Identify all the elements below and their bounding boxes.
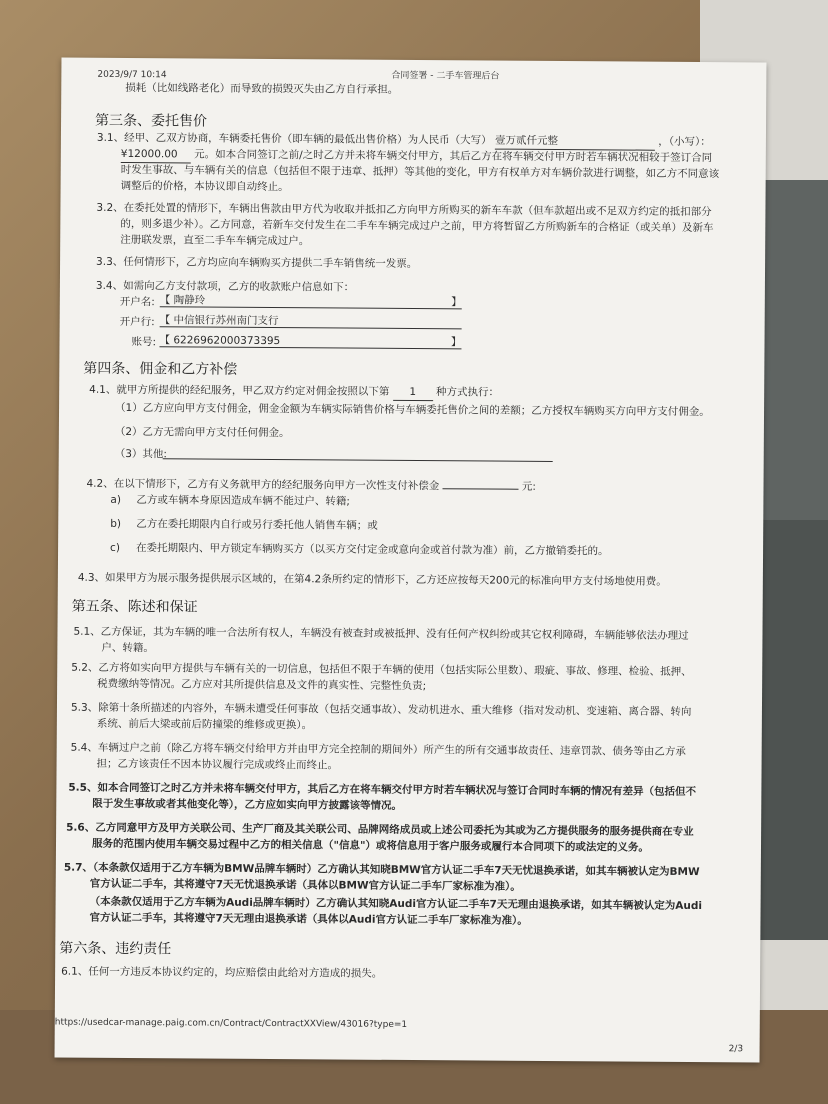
bracket-close: 】 bbox=[451, 296, 462, 309]
footer-url: https://usedcar-manage.paig.com.cn/Contract/ContractXXView/43016?type=1 bbox=[54, 1017, 408, 1030]
price-words: 壹万贰仟元整 bbox=[495, 133, 655, 151]
clause-3-1-text: 3.1、经甲、乙双方协商，车辆委托售价（即车辆的最低出售价格）为人民币（大写） bbox=[96, 131, 492, 147]
account-number-value: 【 6226962000373395 bbox=[159, 334, 281, 348]
section3-title: 第三条、委托售价 bbox=[95, 112, 208, 130]
clause-5-4-line1: 5.4、车辆过户之前（除乙方将车辆交付给甲方并由甲方完全控制的期间外）所产生的所有交通事故责任、违章罚款、债务等由乙方承 bbox=[70, 741, 686, 758]
wall-panel-lower bbox=[760, 520, 828, 940]
item-c-label: c) bbox=[110, 541, 120, 554]
account-number-label: 账号: bbox=[131, 336, 157, 349]
clause-4-1-suffix: 种方式执行： bbox=[436, 386, 500, 399]
clause-3-2-line1: 3.2、在委托处置的情形下，车辆出售款由甲方代为收取并抵扣乙方向甲方所购买的新车车款（但车款超出或不足双方约定的抵扣部分 bbox=[96, 201, 712, 219]
clause-5-3-line2: 系统、前后大梁或前后防撞梁的维修或更换）。 bbox=[96, 717, 313, 732]
clause-6-1: 6.1、任何一方违反本协议约定的，均应赔偿由此给对方造成的损失。 bbox=[61, 965, 383, 980]
clause-4-3: 4.3、如果甲方为展示服务提供展示区域的，在第4.2条所约定的情形下，乙方还应按每天200元的标准向甲方支付场地使用费。 bbox=[77, 571, 667, 588]
clause-4-1 bbox=[89, 382, 499, 402]
clause-5-4-line2: 担；乙方该责任不因本协议履行完成或终止而终止。 bbox=[96, 757, 339, 772]
commission-choice: 1 bbox=[393, 384, 433, 401]
account-holder-label: 开户名: bbox=[119, 295, 155, 309]
clause-3-2-line3: 注册联发票，直至二手车车辆完成过户。 bbox=[120, 233, 310, 248]
clause-3-1-line4: 调整后的价格，本协议即自动终止。 bbox=[120, 179, 289, 194]
compensation-blank bbox=[443, 488, 519, 490]
clause-5-5-line2: 限于发生事故或者其他变化等），乙方应如实向甲方披露该等情况。 bbox=[92, 797, 403, 812]
account-holder-field bbox=[160, 292, 462, 309]
print-title: 合同签署 - 二手车管理后台 bbox=[391, 70, 500, 82]
clause-5-3-line1: 5.3、除第十条所描述的内容外，车辆未遭受任何事故（包括交通事故）、发动机进水、重大维修（指对发动机、变速箱、离合器、转向 bbox=[70, 701, 692, 718]
bracket-close: 】 bbox=[450, 336, 462, 349]
clause-3-1-line3: 时发生事故、与车辆有关的信息（包括但不限于违章、抵押）等其他的变化，甲方有权单方对车辆价款进行调整，如乙方不同意该 bbox=[120, 163, 720, 181]
clause-4-2-text: 4.2、在以下情形下，乙方有义务就甲方的经纪服务向甲方一次性支付补偿金 bbox=[86, 477, 440, 493]
clause-4-2-suffix: 元: bbox=[521, 480, 536, 493]
print-date: 2023/9/7 10:14 bbox=[97, 69, 167, 81]
clause-5-2-line2: 税费缴纳等情况。乙方应对其所提供信息及文件的真实性、完整性负责; bbox=[97, 677, 427, 693]
option-1: （1）乙方应向甲方支付佣金，佣金金额为车辆实际销售价格与车辆委托售价之间的差额；乙方授权车辆购买方向甲方支付佣金。 bbox=[115, 401, 710, 419]
account-bank-field bbox=[160, 312, 462, 329]
item-a-label: a) bbox=[110, 493, 121, 506]
item-a: 乙方或车辆本身原因造成车辆不能过户、转籍; bbox=[136, 494, 350, 508]
clause-5-6-line1: 5.6、乙方同意甲方及甲方关联公司、生产厂商及其关联公司、品牌网络成员或上述公司委托为其或为乙方提供服务的服务提供商在专业 bbox=[66, 821, 694, 838]
option-3-blank bbox=[163, 444, 553, 462]
account-bank-value: 【 中信银行苏州南门支行 bbox=[159, 314, 279, 328]
clause-5-7-line4: 官方认证二手车，其将遵守7天无理由退换承诺（具体以Audi官方认证二手车厂家标准为准）。 bbox=[89, 911, 528, 927]
intro-line: 损耗（比如线路老化）而导致的损毁灭失由乙方自行承担。 bbox=[125, 81, 399, 96]
clause-5-5-line1: 5.5、如本合同签订之时乙方并未将车辆交付甲方，其后乙方在将车辆交付甲方时若车辆状况与签订合同时车辆的情况有差异（包括但不 bbox=[68, 781, 697, 798]
clause-4-1-text: 4.1、就甲方所提供的经纪服务，甲乙双方约定对佣金按照以下第 bbox=[89, 383, 390, 398]
clause-5-7-line2: 官方认证二手车，其将遵守7天无忧退换承诺（具体以BMW官方认证二手车厂家标准为准）。 bbox=[89, 877, 521, 893]
clause-5-2-line1: 5.2、乙方将如实向甲方提供与车辆有关的一切信息，包括但不限于车辆的使用（包括实际公里数）、瑕疵、事故、修理、检验、抵押、 bbox=[71, 661, 692, 678]
account-bank-label: 开户行: bbox=[119, 315, 155, 329]
section5-title: 第五条、陈述和保证 bbox=[71, 598, 198, 616]
clause-3-3: 3.3、任何情形下，乙方均应向车辆购买方提供二手车销售统一发票。 bbox=[96, 255, 418, 271]
account-holder-value: 【 陶静玲 bbox=[159, 294, 206, 307]
contract-page bbox=[55, 58, 767, 1063]
price-words-suffix: ，（小写）： bbox=[658, 135, 711, 149]
section4-title: 第四条、佣金和乙方补偿 bbox=[83, 360, 238, 378]
clause-5-1-line2: 户、转籍。 bbox=[101, 641, 154, 655]
option-2: （2）乙方无需向甲方支付任何佣金。 bbox=[114, 425, 290, 440]
clause-5-7-line1: 5.7、（本条款仅适用于乙方车辆为BMW品牌车辆时）乙方确认其知晓BMW官方认证二手车7天无忧退换承诺，如其车辆被认定为BMW bbox=[63, 861, 700, 879]
price-number: ¥12000.00 bbox=[121, 146, 191, 163]
item-b: 乙方在委托期限内自行或另行委托他人销售车辆；或 bbox=[136, 518, 378, 532]
clause-3-4: 3.4、如需向乙方支付款项，乙方的收款账户信息如下： bbox=[95, 279, 355, 294]
account-number-field bbox=[159, 332, 461, 349]
clause-3-1-cont: 元。如本合同签订之前/之时乙方并未将车辆交付甲方，其后乙方在将车辆交付甲方时若车辆状况相较于签订合同 bbox=[194, 148, 713, 165]
clause-5-6-line2: 服务的范围内使用车辆交易过程中乙方的相关信息（"信息"）或将信息用于客户服务或履行本合同项下的或法定的义务。 bbox=[91, 837, 649, 854]
clause-5-7-line3: （本条款仅适用于乙方车辆为Audi品牌车辆时）乙方确认其知晓Audi官方认证二手车7天无理由退换承诺，如其车辆被认定为Audi bbox=[89, 895, 703, 913]
item-c: 在委托期限内、甲方锁定车辆购买方（以买方交付定金或意向金或首付款为准）前，乙方撤销委托的。 bbox=[136, 542, 609, 558]
option-3: （3）其他: bbox=[114, 447, 167, 461]
page-number: 2/3 bbox=[728, 1044, 744, 1055]
section6-title: 第六条、违约责任 bbox=[59, 940, 172, 958]
clause-5-1-line1: 5.1、乙方保证，其为车辆的唯一合法所有权人，车辆没有被查封或被抵押、没有任何产权纠纷或其它权利障碍，车辆能够依法办理过 bbox=[73, 625, 689, 642]
clause-3-2-line2: 的，则多退少补）。乙方同意，若新车交付发生在二手车车辆完成过户之前，甲方将暂留乙方所购新车的合格证（或关单）及新车 bbox=[120, 217, 714, 235]
item-b-label: b) bbox=[110, 517, 122, 530]
